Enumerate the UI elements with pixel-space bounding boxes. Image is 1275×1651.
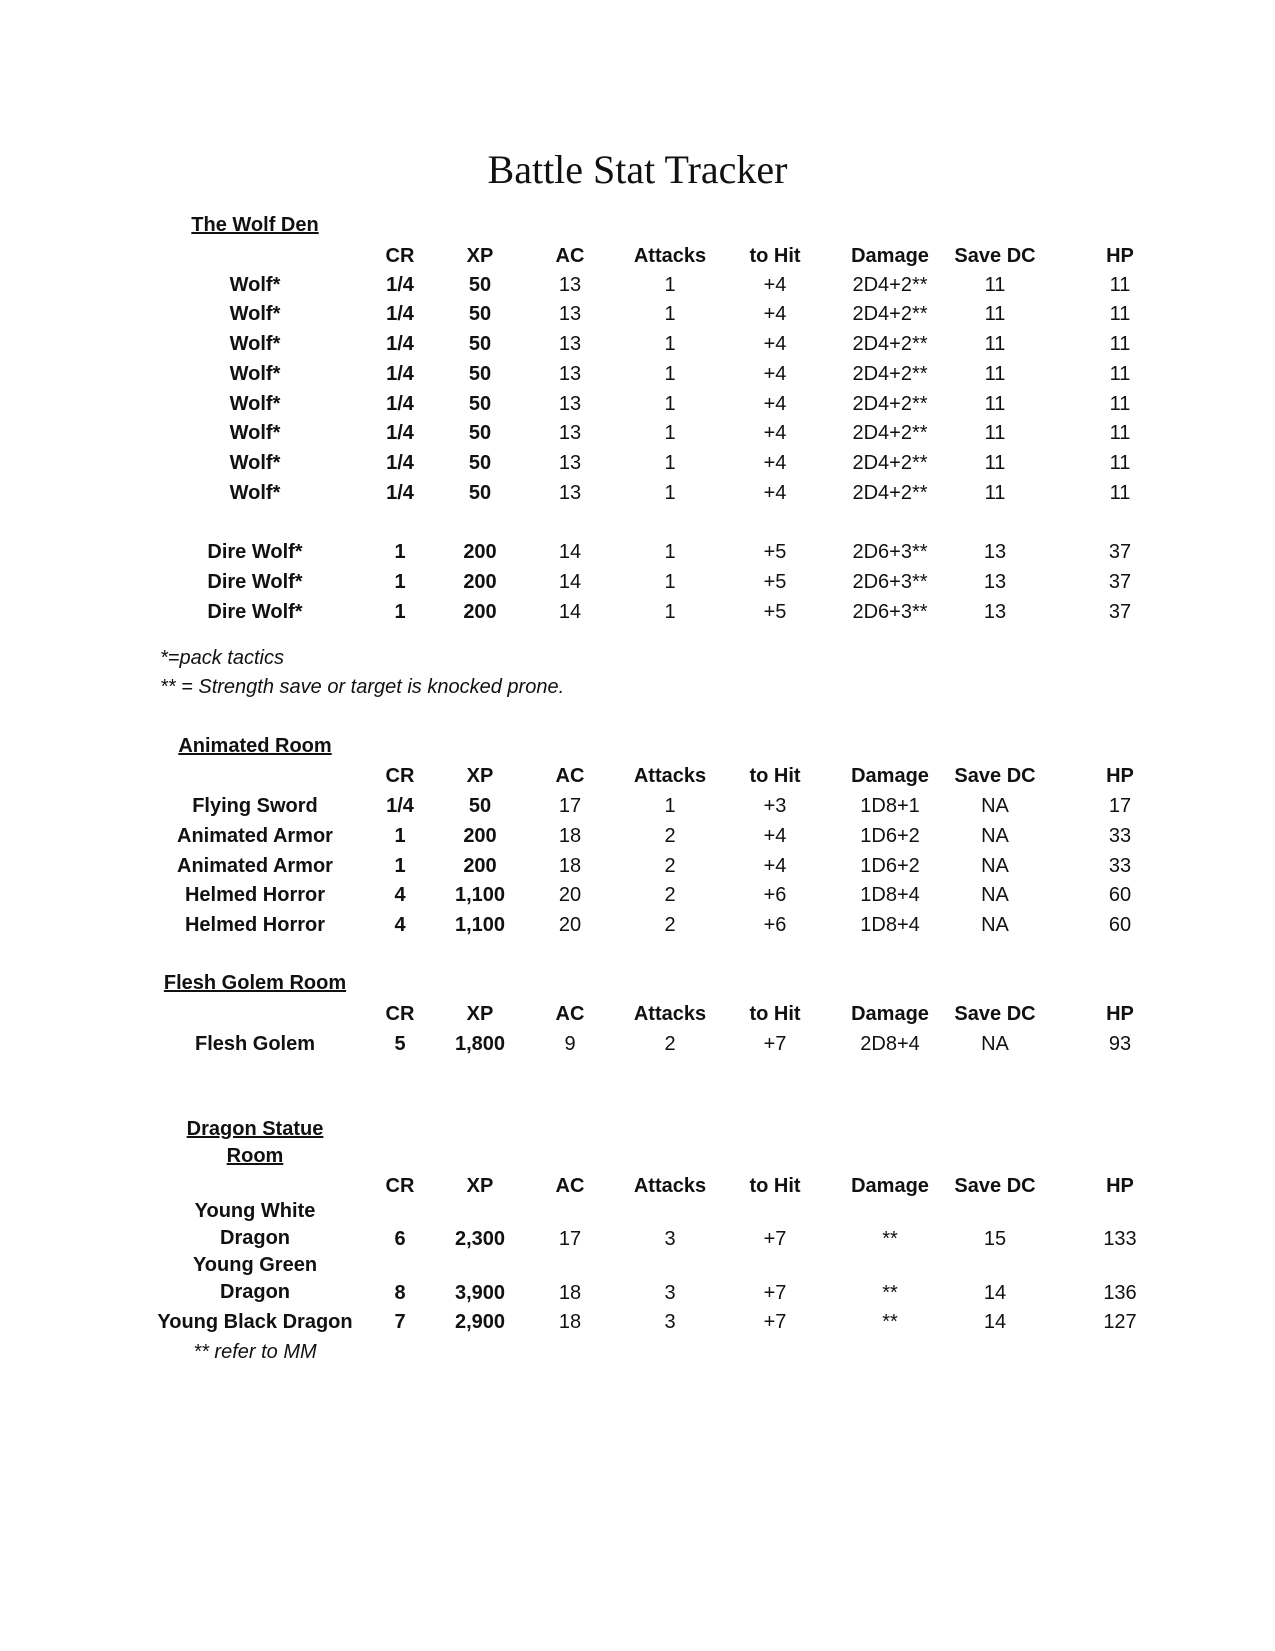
ac-value: 18 <box>558 1311 582 1333</box>
ac-value: 13 <box>558 363 582 385</box>
cr-value: 1/4 <box>386 303 414 325</box>
col-header-hp: HP <box>1106 1175 1134 1197</box>
attacks-value: 2 <box>664 825 676 847</box>
attacks-value: 2 <box>664 1033 676 1055</box>
hp-value: 127 <box>1103 1311 1137 1333</box>
xp-value: 50 <box>468 393 492 415</box>
save-dc-value: 13 <box>983 571 1007 593</box>
to-hit-value: +4 <box>763 452 787 474</box>
col-header-damage: Damage <box>851 1003 929 1025</box>
save-dc-value: 14 <box>983 1282 1007 1304</box>
hp-value: 33 <box>1108 825 1132 847</box>
hp-value: 11 <box>1109 452 1131 474</box>
xp-value: 50 <box>468 422 492 444</box>
to-hit-value: +4 <box>763 393 787 415</box>
to-hit-value: +4 <box>763 825 787 847</box>
hp-value: 60 <box>1108 884 1132 906</box>
to-hit-value: +7 <box>763 1033 787 1055</box>
save-dc-value: NA <box>981 855 1009 877</box>
save-dc-value: 11 <box>984 482 1006 504</box>
col-header-to-hit: to Hit <box>749 765 801 787</box>
footnote-pack-tactics: *=pack tactics <box>160 647 284 669</box>
xp-value: 50 <box>468 363 492 385</box>
attacks-value: 1 <box>664 274 676 296</box>
table-row <box>0 1307 1275 1337</box>
save-dc-value: 11 <box>984 363 1006 385</box>
to-hit-value: +5 <box>763 541 787 563</box>
cr-value: 1/4 <box>386 274 414 296</box>
to-hit-value: +4 <box>763 482 787 504</box>
col-header-damage: Damage <box>851 245 929 267</box>
col-header-cr: CR <box>385 765 415 787</box>
to-hit-value: +4 <box>763 363 787 385</box>
save-dc-value: 11 <box>984 303 1006 325</box>
xp-value: 2,300 <box>454 1228 506 1250</box>
creature-name: Young Green Dragon <box>192 1254 318 1303</box>
to-hit-value: +5 <box>763 601 787 623</box>
attacks-value: 1 <box>664 422 676 444</box>
table-row <box>0 791 1275 821</box>
creature-name: Wolf* <box>229 452 281 474</box>
save-dc-value: 14 <box>983 1311 1007 1333</box>
damage-value: 2D6+3** <box>852 601 928 623</box>
col-header-attacks: Attacks <box>633 245 707 267</box>
col-header-xp: XP <box>466 245 494 267</box>
to-hit-value: +6 <box>763 884 787 906</box>
table-row <box>0 1029 1275 1059</box>
cr-value: 5 <box>394 1033 406 1055</box>
col-header-hp: HP <box>1106 245 1134 267</box>
to-hit-value: +4 <box>763 303 787 325</box>
col-header-save-dc: Save DC <box>954 1003 1036 1025</box>
creature-name: Helmed Horror <box>184 884 326 906</box>
table-header-row <box>0 999 1275 1029</box>
hp-value: 11 <box>1109 363 1131 385</box>
save-dc-value: NA <box>981 1033 1009 1055</box>
hp-value: 93 <box>1108 1033 1132 1055</box>
ac-value: 13 <box>558 482 582 504</box>
attacks-value: 2 <box>664 884 676 906</box>
hp-value: 11 <box>1109 333 1131 355</box>
hp-value: 60 <box>1108 914 1132 936</box>
damage-value: 2D4+2** <box>852 274 928 296</box>
ac-value: 13 <box>558 333 582 355</box>
table-row <box>0 329 1275 359</box>
table-row <box>0 821 1275 851</box>
hp-value: 11 <box>1109 303 1131 325</box>
creature-name: Wolf* <box>229 363 281 385</box>
col-header-xp: XP <box>466 1175 494 1197</box>
page-title: Battle Stat Tracker <box>487 147 788 192</box>
col-header-ac: AC <box>555 1003 585 1025</box>
to-hit-value: +6 <box>763 914 787 936</box>
cr-value: 1/4 <box>386 482 414 504</box>
table-row <box>0 597 1275 627</box>
save-dc-value: NA <box>981 825 1009 847</box>
save-dc-value: 11 <box>984 333 1006 355</box>
cr-value: 1/4 <box>386 333 414 355</box>
attacks-value: 1 <box>664 303 676 325</box>
hp-value: 11 <box>1109 422 1131 444</box>
ac-value: 17 <box>558 1228 582 1250</box>
table-row <box>0 359 1275 389</box>
table-row <box>0 910 1275 940</box>
table-header-row <box>0 1171 1275 1201</box>
cr-value: 1 <box>394 855 406 877</box>
save-dc-value: 11 <box>984 274 1006 296</box>
save-dc-value: NA <box>981 795 1009 817</box>
table-row <box>0 1198 1275 1254</box>
creature-name: Wolf* <box>229 393 281 415</box>
damage-value: 1D8+4 <box>860 884 920 906</box>
ac-value: 9 <box>564 1033 576 1055</box>
to-hit-value: +7 <box>763 1311 787 1333</box>
cr-value: 7 <box>394 1311 406 1333</box>
table-row <box>0 567 1275 597</box>
table-row <box>0 389 1275 419</box>
cr-value: 1 <box>394 601 406 623</box>
xp-value: 50 <box>468 452 492 474</box>
damage-value: ** <box>882 1282 898 1304</box>
footnote-refer-to-mm: ** refer to MM <box>193 1341 317 1363</box>
col-header-ac: AC <box>555 245 585 267</box>
to-hit-value: +4 <box>763 333 787 355</box>
damage-value: 1D8+4 <box>860 914 920 936</box>
ac-value: 17 <box>558 795 582 817</box>
xp-value: 50 <box>468 303 492 325</box>
to-hit-value: +5 <box>763 571 787 593</box>
damage-value: 1D8+1 <box>860 795 920 817</box>
attacks-value: 3 <box>664 1311 676 1333</box>
xp-value: 50 <box>468 333 492 355</box>
attacks-value: 1 <box>664 333 676 355</box>
creature-name: Dire Wolf* <box>207 601 303 623</box>
attacks-value: 1 <box>664 541 676 563</box>
save-dc-value: 11 <box>984 452 1006 474</box>
col-header-save-dc: Save DC <box>954 245 1036 267</box>
ac-value: 13 <box>558 393 582 415</box>
hp-value: 11 <box>1109 393 1131 415</box>
cr-value: 1/4 <box>386 452 414 474</box>
hp-value: 133 <box>1103 1228 1137 1250</box>
creature-name: Wolf* <box>229 274 281 296</box>
creature-name: Young White Dragon <box>194 1200 316 1249</box>
cr-value: 6 <box>394 1228 406 1250</box>
table-header-row <box>0 241 1275 271</box>
creature-name: Wolf* <box>229 333 281 355</box>
col-header-save-dc: Save DC <box>954 1175 1036 1197</box>
damage-value: 2D4+2** <box>852 363 928 385</box>
ac-value: 13 <box>558 422 582 444</box>
col-header-attacks: Attacks <box>633 765 707 787</box>
creature-name: Dire Wolf* <box>207 541 303 563</box>
creature-name: Animated Armor <box>177 825 333 847</box>
table-row <box>0 448 1275 478</box>
section-title: Dragon Statue Room <box>186 1118 324 1167</box>
damage-value: 2D6+3** <box>852 571 928 593</box>
xp-value: 50 <box>468 482 492 504</box>
ac-value: 14 <box>558 541 582 563</box>
to-hit-value: +4 <box>763 274 787 296</box>
col-header-to-hit: to Hit <box>749 1175 801 1197</box>
table-row <box>0 299 1275 329</box>
attacks-value: 1 <box>664 601 676 623</box>
to-hit-value: +7 <box>763 1282 787 1304</box>
damage-value: 2D4+2** <box>852 452 928 474</box>
damage-value: 2D6+3** <box>852 541 928 563</box>
hp-value: 33 <box>1108 855 1132 877</box>
col-header-cr: CR <box>385 245 415 267</box>
col-header-cr: CR <box>385 1003 415 1025</box>
col-header-xp: XP <box>466 765 494 787</box>
attacks-value: 3 <box>664 1228 676 1250</box>
damage-value: 2D4+2** <box>852 422 928 444</box>
xp-value: 1,100 <box>454 914 506 936</box>
footnote-strength-save: ** = Strength save or target is knocked prone. <box>160 676 565 698</box>
creature-name: Flesh Golem <box>194 1033 316 1055</box>
ac-value: 14 <box>558 601 582 623</box>
cr-value: 4 <box>394 914 406 936</box>
attacks-value: 3 <box>664 1282 676 1304</box>
attacks-value: 1 <box>664 795 676 817</box>
attacks-value: 1 <box>664 393 676 415</box>
damage-value: 2D4+2** <box>852 482 928 504</box>
creature-name: Wolf* <box>229 482 281 504</box>
to-hit-value: +7 <box>763 1228 787 1250</box>
damage-value: ** <box>882 1228 898 1250</box>
xp-value: 50 <box>468 274 492 296</box>
table-row <box>0 1252 1275 1308</box>
col-header-ac: AC <box>555 765 585 787</box>
damage-value: 1D6+2 <box>860 855 920 877</box>
hp-value: 11 <box>1109 274 1131 296</box>
xp-value: 1,100 <box>454 884 506 906</box>
creature-name: Young Black Dragon <box>157 1311 353 1333</box>
ac-value: 18 <box>558 825 582 847</box>
col-header-damage: Damage <box>851 1175 929 1197</box>
hp-value: 136 <box>1103 1282 1137 1304</box>
save-dc-value: NA <box>981 914 1009 936</box>
col-header-xp: XP <box>466 1003 494 1025</box>
hp-value: 17 <box>1108 795 1132 817</box>
xp-value: 1,800 <box>454 1033 506 1055</box>
cr-value: 1/4 <box>386 795 414 817</box>
attacks-value: 1 <box>664 363 676 385</box>
to-hit-value: +3 <box>763 795 787 817</box>
section-title: Animated Room <box>178 735 332 757</box>
ac-value: 13 <box>558 303 582 325</box>
table-row <box>0 851 1275 881</box>
save-dc-value: 11 <box>984 422 1006 444</box>
damage-value: 2D8+4 <box>860 1033 920 1055</box>
col-header-attacks: Attacks <box>633 1175 707 1197</box>
save-dc-value: 13 <box>983 601 1007 623</box>
xp-value: 200 <box>463 601 497 623</box>
cr-value: 1/4 <box>386 393 414 415</box>
creature-name: Flying Sword <box>192 795 318 817</box>
damage-value: 2D4+2** <box>852 333 928 355</box>
section-title: The Wolf Den <box>191 214 319 236</box>
cr-value: 1 <box>394 825 406 847</box>
ac-value: 18 <box>558 855 582 877</box>
xp-value: 200 <box>463 541 497 563</box>
save-dc-value: 11 <box>984 393 1006 415</box>
ac-value: 13 <box>558 274 582 296</box>
hp-value: 37 <box>1108 571 1132 593</box>
hp-value: 37 <box>1108 601 1132 623</box>
ac-value: 18 <box>558 1282 582 1304</box>
col-header-save-dc: Save DC <box>954 765 1036 787</box>
section-title: Flesh Golem Room <box>163 972 347 994</box>
save-dc-value: 15 <box>983 1228 1007 1250</box>
damage-value: ** <box>882 1311 898 1333</box>
xp-value: 50 <box>468 795 492 817</box>
creature-name: Dire Wolf* <box>207 571 303 593</box>
col-header-ac: AC <box>555 1175 585 1197</box>
to-hit-value: +4 <box>763 855 787 877</box>
creature-name: Animated Armor <box>177 855 333 877</box>
col-header-attacks: Attacks <box>633 1003 707 1025</box>
col-header-hp: HP <box>1106 1003 1134 1025</box>
xp-value: 3,900 <box>454 1282 506 1304</box>
xp-value: 2,900 <box>454 1311 506 1333</box>
cr-value: 1 <box>394 571 406 593</box>
cr-value: 1/4 <box>386 422 414 444</box>
cr-value: 1 <box>394 541 406 563</box>
col-header-hp: HP <box>1106 765 1134 787</box>
hp-value: 37 <box>1108 541 1132 563</box>
to-hit-value: +4 <box>763 422 787 444</box>
creature-name: Wolf* <box>229 422 281 444</box>
cr-value: 8 <box>394 1282 406 1304</box>
damage-value: 1D6+2 <box>860 825 920 847</box>
xp-value: 200 <box>463 825 497 847</box>
save-dc-value: 13 <box>983 541 1007 563</box>
xp-value: 200 <box>463 855 497 877</box>
save-dc-value: NA <box>981 884 1009 906</box>
ac-value: 20 <box>558 914 582 936</box>
col-header-cr: CR <box>385 1175 415 1197</box>
col-header-damage: Damage <box>851 765 929 787</box>
table-row <box>0 880 1275 910</box>
attacks-value: 2 <box>664 914 676 936</box>
attacks-value: 2 <box>664 855 676 877</box>
creature-name: Wolf* <box>229 303 281 325</box>
table-row <box>0 478 1275 508</box>
cr-value: 1/4 <box>386 363 414 385</box>
attacks-value: 1 <box>664 571 676 593</box>
creature-name: Helmed Horror <box>184 914 326 936</box>
ac-value: 13 <box>558 452 582 474</box>
hp-value: 11 <box>1109 482 1131 504</box>
damage-value: 2D4+2** <box>852 393 928 415</box>
table-row <box>0 418 1275 448</box>
col-header-to-hit: to Hit <box>749 245 801 267</box>
damage-value: 2D4+2** <box>852 303 928 325</box>
ac-value: 20 <box>558 884 582 906</box>
xp-value: 200 <box>463 571 497 593</box>
col-header-to-hit: to Hit <box>749 1003 801 1025</box>
ac-value: 14 <box>558 571 582 593</box>
table-row <box>0 270 1275 300</box>
cr-value: 4 <box>394 884 406 906</box>
attacks-value: 1 <box>664 452 676 474</box>
attacks-value: 1 <box>664 482 676 504</box>
table-row <box>0 537 1275 567</box>
table-header-row <box>0 761 1275 791</box>
